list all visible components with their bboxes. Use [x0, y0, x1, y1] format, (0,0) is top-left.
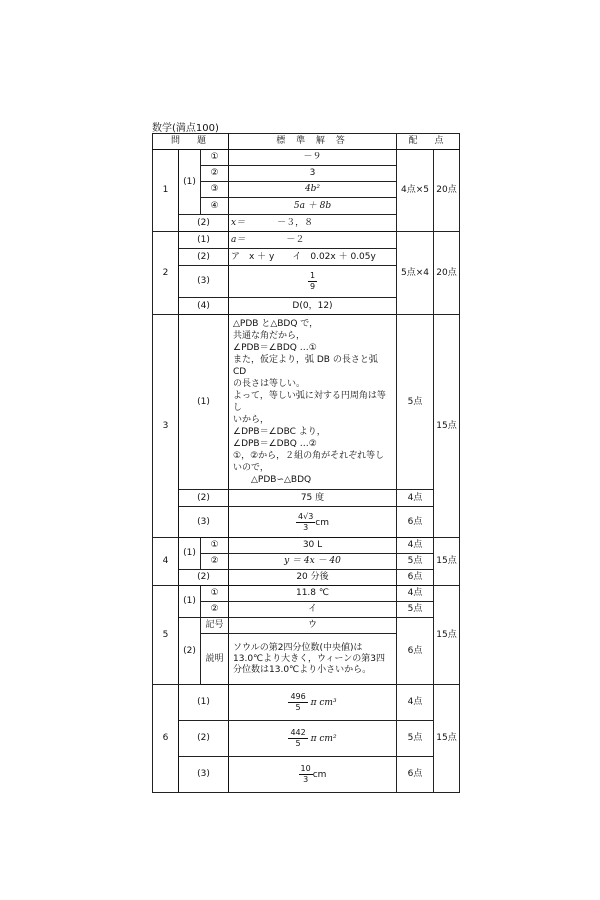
denominator: 5	[295, 739, 301, 748]
sub-label: ②	[201, 166, 229, 182]
question-number: 6	[153, 685, 179, 793]
points-cell: 4点	[397, 538, 434, 554]
unit: π cm³	[310, 698, 337, 708]
answer-cell	[229, 721, 397, 757]
answer-cell: －９	[229, 150, 397, 166]
points-cell: 4点	[397, 685, 434, 721]
numerator: 10	[300, 764, 311, 773]
part-label: (3)	[179, 757, 229, 793]
table-row	[153, 232, 460, 249]
part-label: (1)	[179, 538, 201, 570]
unit: π cm²	[310, 734, 337, 744]
question-number: 3	[153, 315, 179, 538]
table-row	[153, 570, 460, 586]
answer-cell: 30 L	[229, 538, 397, 554]
points-cell: 6点	[397, 757, 434, 793]
question-number: 5	[153, 586, 179, 685]
answer-cell	[229, 266, 397, 298]
denominator: 3	[303, 522, 309, 532]
header-points: 配 点	[397, 134, 460, 150]
sub-label: ③	[201, 182, 229, 198]
answer-cell	[229, 507, 397, 538]
symbol-label: 記号	[201, 618, 229, 634]
table-row	[153, 150, 460, 166]
part-label: (1)	[179, 232, 229, 249]
points-cell: 5点	[397, 554, 434, 570]
part-label: (3)	[179, 266, 229, 298]
proof-text: △PDB と△BDQ で， 共通な角だから， ∠PDB＝∠BDQ …① また，仮定より，弧 DB の長さと弧 CD の長さは等しい。 よって，等しい弧に対する円周角は等し いから， ∠DPB＝∠DBC より， ∠DPB＝∠DBQ …② ①，②から，２組の角がそれぞれ等し いので， △PDB∽△BDQ	[229, 315, 397, 490]
denominator: 5	[295, 703, 301, 712]
points-cell: 5点	[397, 721, 434, 757]
answer-cell: D(0，12)	[229, 298, 397, 315]
sub-label: ②	[201, 602, 229, 618]
answer-cell	[229, 685, 397, 721]
unit: cm	[315, 517, 329, 528]
answer-cell	[229, 215, 397, 232]
part-label: (2)	[179, 721, 229, 757]
question-number: 1	[153, 150, 179, 232]
answer-cell: イ	[229, 602, 397, 618]
total-points: 15点	[434, 685, 460, 793]
table-row	[153, 757, 460, 793]
points-per-item: 5点×4	[397, 232, 434, 315]
fraction	[288, 692, 307, 713]
sub-label: ①	[201, 150, 229, 166]
table-row	[153, 315, 460, 490]
answer-table	[152, 133, 460, 793]
table-row	[153, 507, 460, 538]
sub-label: ①	[201, 586, 229, 602]
answer-cell	[229, 757, 397, 793]
part-label: (2)	[179, 618, 201, 685]
numerator: 496	[290, 692, 306, 701]
part-label: (2)	[179, 249, 229, 266]
header-answer: 標 準 解 答	[229, 134, 397, 150]
answer-prefix: a＝	[231, 234, 246, 245]
header-problem: 問 題	[153, 134, 229, 150]
fraction	[288, 728, 307, 749]
question-number: 4	[153, 538, 179, 586]
answer-cell: 11.8 ℃	[229, 586, 397, 602]
answer-cell: ウ	[229, 618, 397, 634]
part-label: (1)	[179, 685, 229, 721]
sub-label: ④	[201, 198, 229, 215]
total-points: 15点	[434, 538, 460, 586]
fraction	[296, 512, 315, 533]
part-label: (4)	[179, 298, 229, 315]
denominator: 3	[303, 775, 309, 784]
points-cell: 6点	[397, 570, 434, 586]
points-cell: 4点	[397, 490, 434, 507]
answer-value: －２	[286, 234, 305, 245]
answer-cell: 5a ＋ 8b	[229, 198, 397, 215]
sub-label: ②	[201, 554, 229, 570]
part-label: (2)	[179, 490, 229, 507]
points-cell: 5点	[397, 315, 434, 490]
answer-cell: 20 分後	[229, 570, 397, 586]
total-points: 20点	[434, 150, 460, 232]
part-label: (1)	[179, 315, 229, 490]
table-row	[153, 618, 460, 634]
denominator: 9	[309, 282, 316, 291]
table-row	[153, 586, 460, 602]
question-number: 2	[153, 232, 179, 315]
numerator: 1	[309, 271, 316, 280]
part-label: (3)	[179, 507, 229, 538]
points-cell: 5点	[397, 602, 434, 618]
points-cell: 6点	[397, 618, 434, 685]
answer-prefix: x＝	[231, 217, 246, 228]
explanation-label: 説明	[201, 634, 229, 685]
fraction	[308, 271, 317, 292]
total-points: 20点	[434, 232, 460, 315]
answer-cell: 75 度	[229, 490, 397, 507]
header-row	[153, 134, 460, 150]
sub-label: ①	[201, 538, 229, 554]
numerator: 442	[290, 728, 306, 737]
table-row	[153, 538, 460, 554]
total-points: 15点	[434, 315, 460, 538]
part-label: (2)	[179, 570, 229, 586]
answer-cell	[229, 232, 397, 249]
part-label: (1)	[179, 150, 201, 215]
answer-cell: 4b²	[229, 182, 397, 198]
explanation-text: ソウルの第2四分位数(中央値)は13.0℃より大きく，ウィーンの第3四分位数は13.0℃より小さいから。	[229, 634, 397, 685]
part-label: (2)	[179, 215, 229, 232]
points-per-item: 4点×5	[397, 150, 434, 232]
numerator: 4√3	[298, 511, 314, 521]
answer-cell: ア x ＋ y イ 0.02x ＋ 0.05y	[229, 249, 397, 266]
part-label: (1)	[179, 586, 201, 618]
points-cell: 6点	[397, 507, 434, 538]
table-row	[153, 490, 460, 507]
table-row	[153, 685, 460, 721]
answer-value: －３，８	[277, 217, 314, 228]
fraction	[299, 764, 313, 785]
unit: cm	[312, 770, 327, 780]
document-title: 数学(満点100)	[152, 123, 219, 134]
points-cell: 4点	[397, 586, 434, 602]
answer-cell: y ＝ 4x － 40	[229, 554, 397, 570]
table-row	[153, 721, 460, 757]
answer-cell: 3	[229, 166, 397, 182]
total-points: 15点	[434, 586, 460, 685]
